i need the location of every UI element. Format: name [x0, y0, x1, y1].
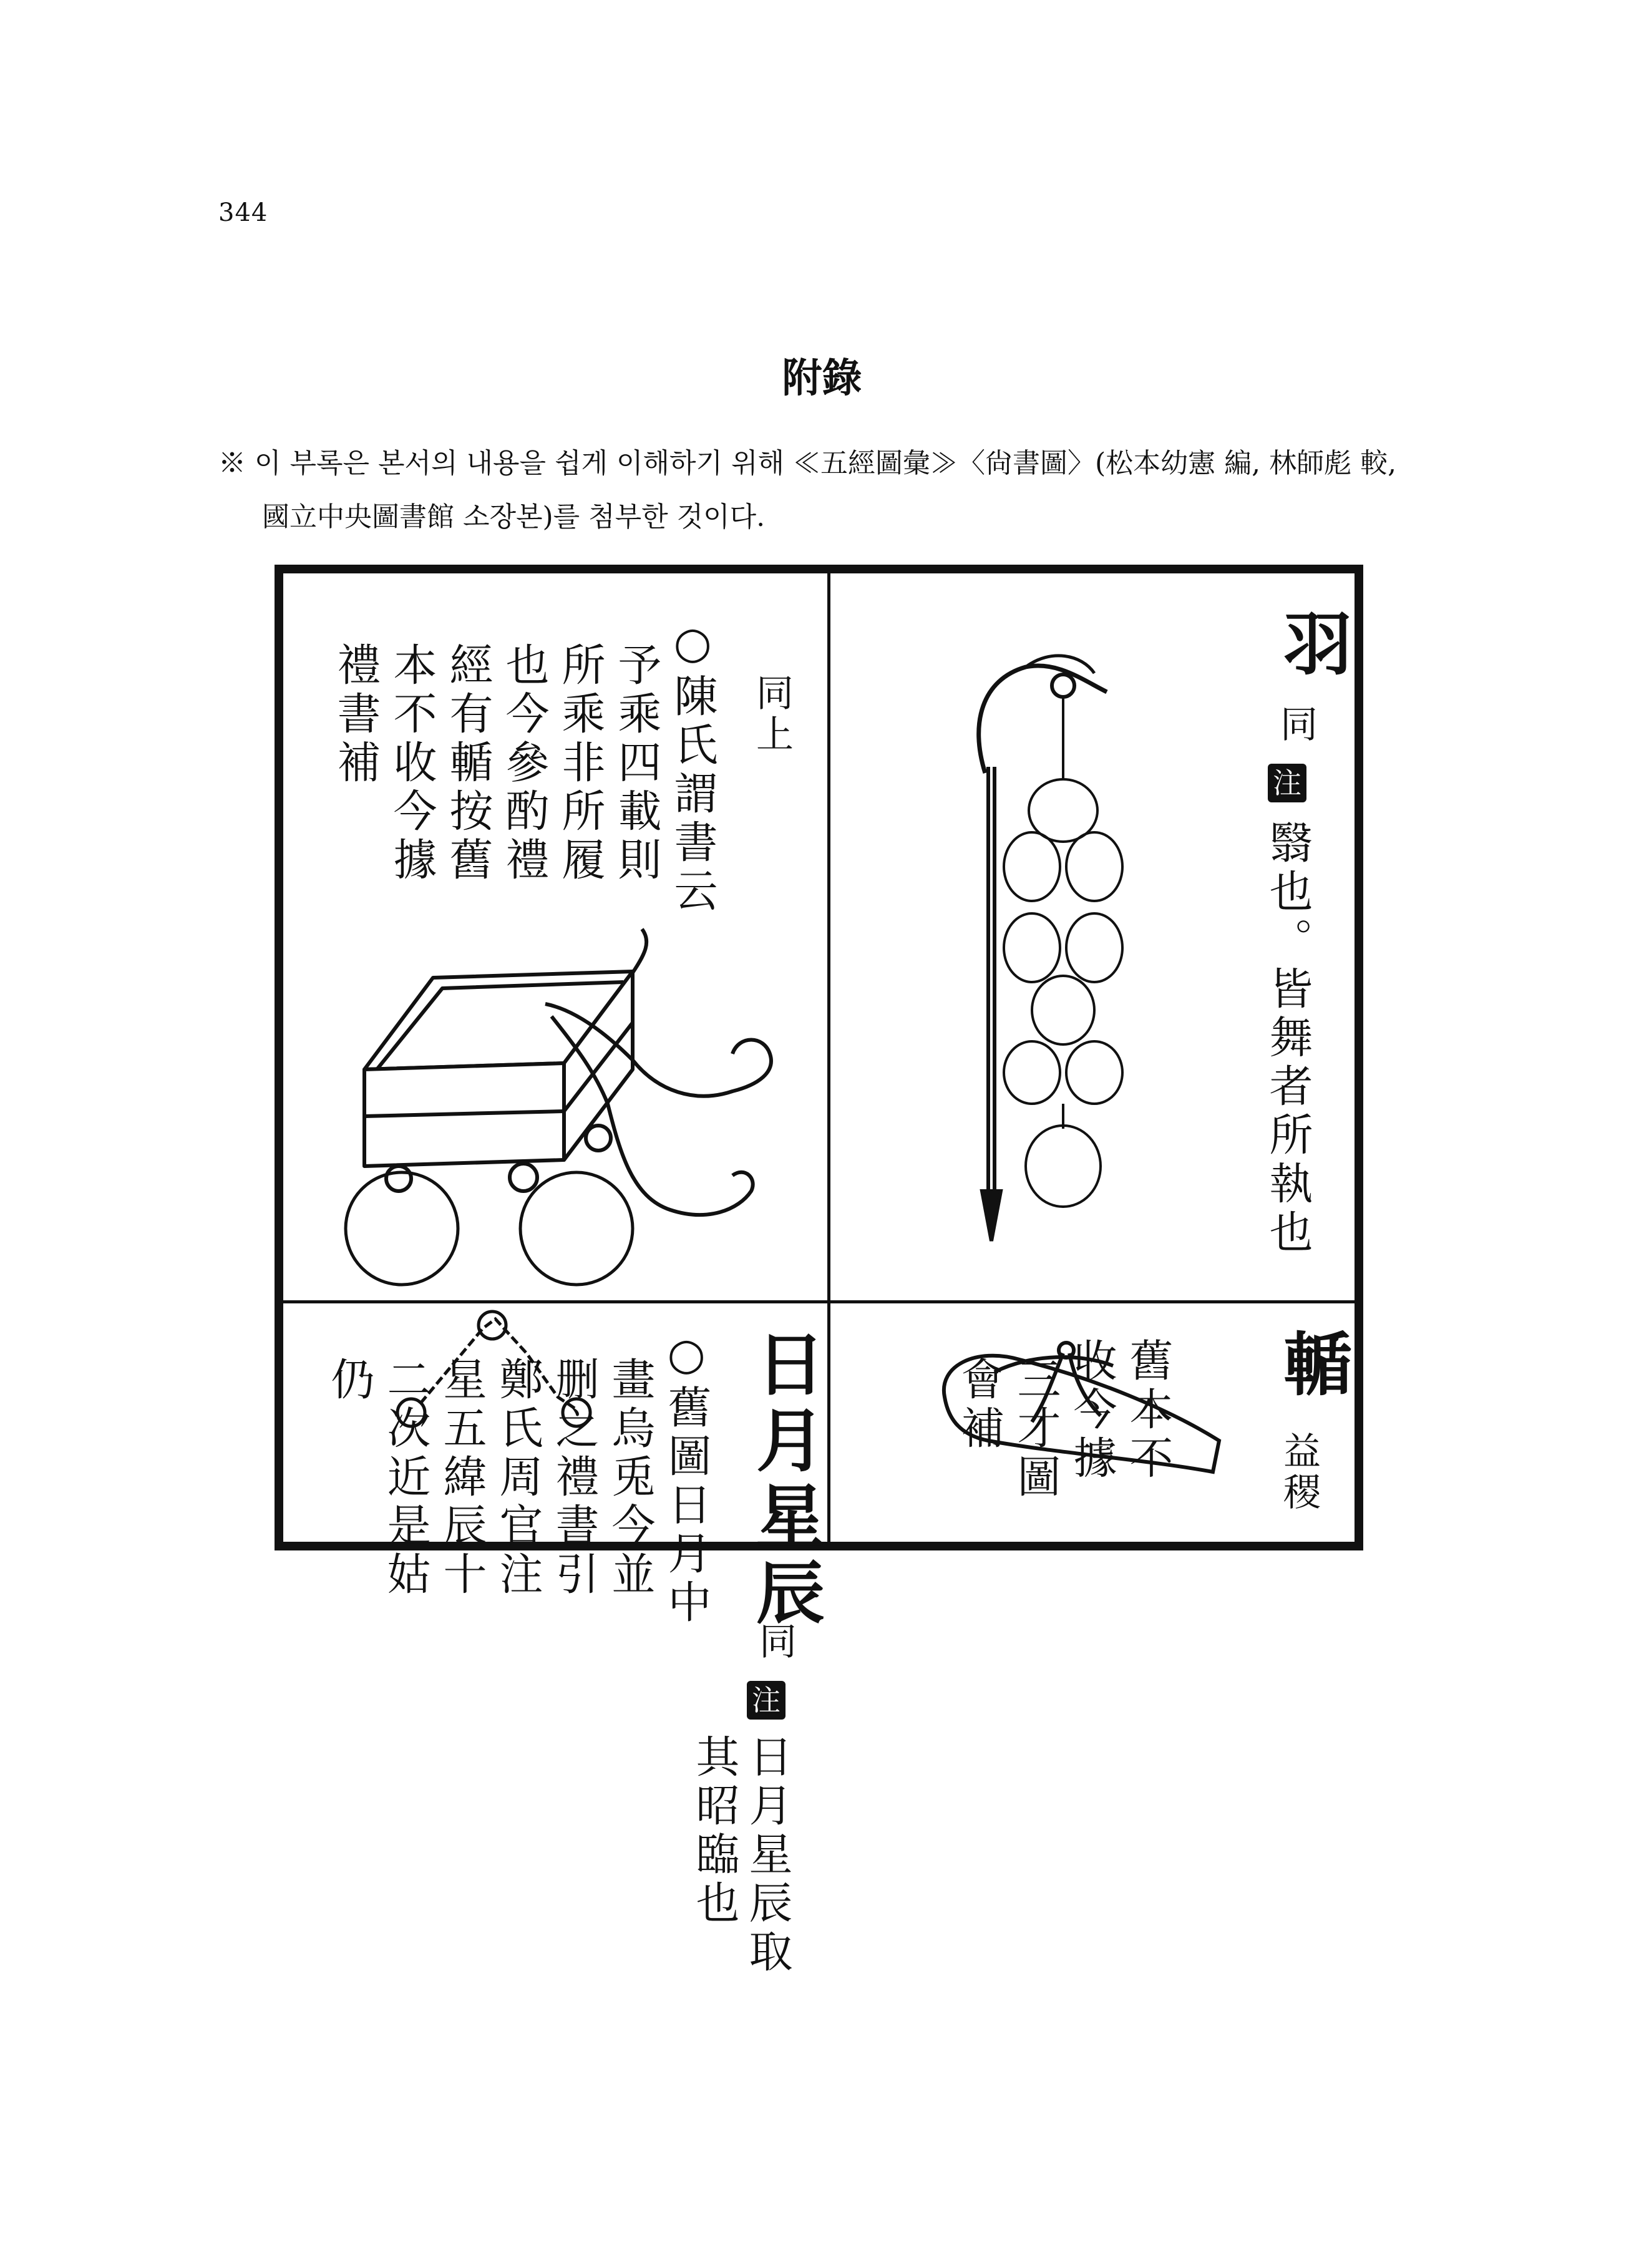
- cart-text-line-2: 予乘四載則: [611, 642, 662, 885]
- celestial-text-line-1: ○舊圖日月中: [661, 1328, 712, 1628]
- celestial-text-line-2: 畫烏兎今並: [605, 1356, 656, 1600]
- cart-text-line-3: 所乘非所履: [555, 642, 606, 885]
- note-line-2: 國立中央圖書館 소장본)를 첨부한 것이다.: [262, 501, 766, 533]
- celestial-text-line-5: 星五緯辰十: [436, 1356, 487, 1600]
- carriage-label: 輴: [1272, 1328, 1353, 1404]
- celestial-text-line-3: 删之禮書引: [548, 1356, 600, 1600]
- cart-same-above-mark: 同上: [750, 673, 794, 756]
- cart-text-line-5: 經有輴按舊: [442, 642, 494, 885]
- celestial-note-line-2: 其昭臨也: [689, 1734, 740, 1929]
- carriage-text-line-3: 三才圖: [1010, 1356, 1061, 1502]
- carriage-text-line-1: 舊本不: [1122, 1338, 1174, 1484]
- page-number: 344: [218, 198, 268, 227]
- carriage-sub-label: 益稷: [1277, 1431, 1321, 1514]
- celestial-label: 日月星辰: [745, 1328, 825, 1633]
- feather-same-mark: 同: [1274, 704, 1318, 746]
- carriage-text-line-4: 會補: [954, 1356, 1005, 1454]
- celestial-text-line-6: 二次近是姑: [380, 1356, 431, 1600]
- feather-caption: 翳也。皆舞者所執也: [1262, 820, 1313, 1258]
- celestial-text-line-4: 鄭氏周官注: [492, 1356, 543, 1600]
- feather-label: 羽: [1272, 608, 1353, 684]
- cart-text-line-4: 也今參酌禮: [499, 642, 550, 885]
- cart-text-line-6: 本不收今據: [386, 642, 437, 885]
- note-line-1: ※ 이 부록은 본서의 내용을 쉽게 이해하기 위해 ≪五經圖彙≫〈尙書圖〉(松本幼憲 編, 林師彪 較,: [218, 447, 1397, 479]
- woodblock-plate: [275, 565, 1363, 1977]
- feather-staff-illustration: [979, 656, 1122, 1241]
- celestial-same-mark: 同: [753, 1622, 797, 1663]
- celestial-note-line-1: 日月星辰取: [742, 1734, 793, 1977]
- appendix-note: [218, 437, 1454, 544]
- carriage-text-line-2: 收今據: [1066, 1338, 1117, 1484]
- cart-text-line-1: ○陳氏謂書云: [667, 617, 718, 917]
- celestial-seal-mark: 注: [747, 1681, 786, 1720]
- cart-text-line-7: 禮書補: [330, 642, 381, 788]
- page-title: 附錄: [782, 355, 862, 402]
- feather-seal-mark: 注: [1268, 764, 1306, 802]
- celestial-text-line-7: 仍: [324, 1356, 375, 1405]
